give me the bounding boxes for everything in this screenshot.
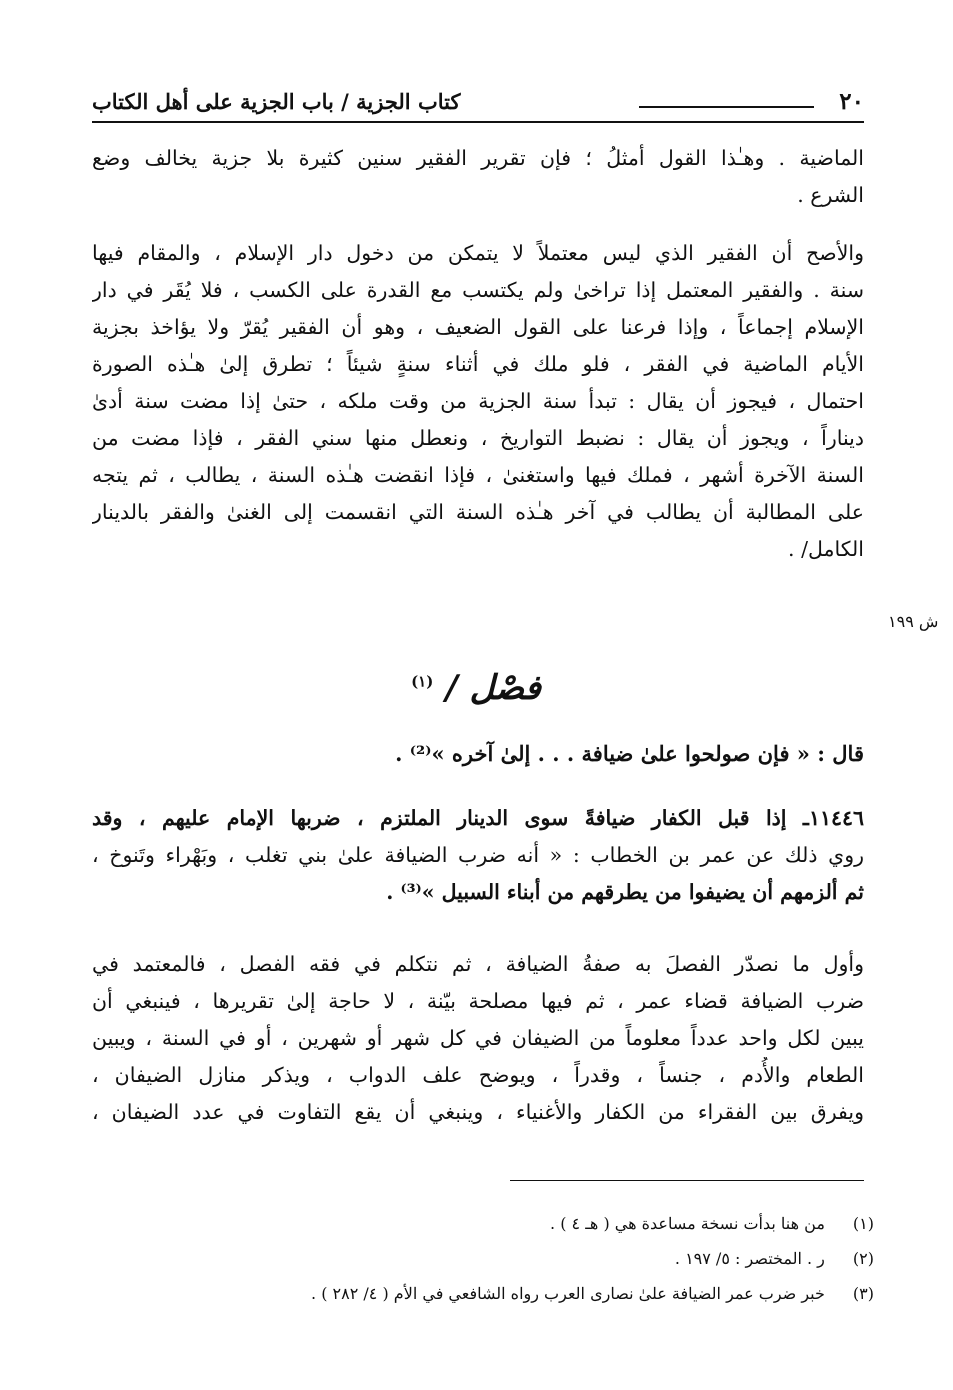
text-line: الكامل/ . — [788, 537, 864, 561]
footnote-ref: (١) — [411, 672, 434, 691]
footnote-text: من هنا بدأت نسخة مساعدة هي ( هـ ٤ ) . — [550, 1214, 825, 1233]
quoted-matn: قال : « فإن صولحوا علىٰ ضيافة . . . إلىٰ آخره »⁽²⁾ . — [395, 741, 864, 766]
text-line: والأصح أن الفقير الذي ليس معتملاً لا يتمكن من دخول دار الإسلام ، والمقام فيها — [92, 241, 864, 265]
running-header — [92, 84, 864, 120]
section-heading — [360, 668, 592, 708]
text-line: السنة الآخرة أشهر ، فملك فيها واستغنىٰ ، فإذا انقضت هـٰذه السنة ، يطالب ، ثم يتجه — [92, 463, 864, 487]
text-line: الماضية . وهـٰذا القول أمثلُ ؛ فإن تقرير الفقير سنين كثيرة بلا جزية يخالف وضع — [92, 146, 864, 170]
text-line: وأول ما نصدّر الفصلَ به صفةُ الضيافة ، ثم نتكلم في فقه الفصل ، فالمعتمد في — [92, 952, 864, 976]
text-line: احتمال ، فيجوز أن يقال : تبدأ سنة الجزية من وقت ملكه ، حتىٰ إذا مضت سنة أدىٰ — [92, 389, 864, 413]
text-line: الأيام الماضية في الفقر ، فلو ملك في أثناء سنةٍ شيئاً ؛ تطرق إلىٰ هـٰذه الصورة — [92, 352, 864, 376]
text-line: الشرع . — [797, 183, 864, 207]
paragraph-3 — [92, 800, 864, 911]
text-line: ضرب الضيافة قضاء عمر ، ثم فيها مصلحة بيّنة ، لا حاجة إلىٰ تقريرها ، فينبغي أن — [92, 989, 864, 1013]
text-line: ويفرق بين الفقراء من الكفار والأغنياء ، وينبغي أن يقع التفاوت في عدد الضيفان ، — [92, 1100, 864, 1124]
manuscript-folio-note: ش ١٩٩ — [888, 612, 939, 631]
paragraph-2 — [92, 235, 864, 568]
paragraph-4 — [92, 946, 864, 1131]
text-line: الإسلام إجماعاً ، وإذا فرعنا على القول الضعيف ، وهو أن الفقير يُقرّ ولا يؤاخذ بجزية — [92, 315, 864, 339]
text-line: الطعام والأُدم ، جنساً ، وقدراً ، ويوضح علف الدواب ، ويذكر منازل الضيفان ، — [92, 1063, 864, 1087]
paragraph-1 — [92, 140, 864, 214]
text-line: ثم ألزمهم أن يضيفوا من يطرقهم من أبناء السبيل »⁽³⁾ . — [386, 880, 864, 904]
footnote-text: ر . المختصر : ٥/ ١٩٧ . — [674, 1249, 825, 1268]
footnote-text: خبر ضرب عمر الضيافة علىٰ نصارى العرب رواه الشافعي في الأم ( ٤/ ٢٨٢ ) . — [311, 1284, 825, 1303]
footnote — [92, 1276, 874, 1311]
header-dash-rule — [639, 106, 814, 108]
text-line: على المطالبة أن يطالب في آخر هـٰذه السنة التي انقسمت إلى الغنىٰ والفقر بالدينار — [92, 500, 864, 524]
text-line: ١١٤٤٦ـ إذا قبل الكفار ضيافةً سوى الدينار الملتزم ، ضربها الإمام عليهم ، وقد — [92, 806, 864, 830]
footnote-number: (٢) — [852, 1249, 874, 1268]
header-underline — [92, 121, 864, 123]
footnote-separator — [510, 1180, 864, 1181]
footnote — [92, 1206, 874, 1241]
footnote-number: (٣) — [852, 1284, 874, 1303]
text-line: يبين لكل واحد عدداً معلوماً من الضيفان في كل شهر أو شهرين ، أو في السنة ، ويبين — [92, 1026, 864, 1050]
text-line: روي ذلك عن عمر بن الخطاب : « أنه ضرب الضيافة علىٰ بني تغلب ، وبَهْراء وتَنوخ ، — [92, 843, 864, 867]
section-heading-text: فصْل / — [445, 668, 541, 708]
footnote — [92, 1241, 874, 1276]
footnotes — [92, 1206, 874, 1311]
page-number: ٢٠ — [839, 88, 864, 115]
header-title: كتاب الجزية / باب الجزية على أهل الكتاب — [92, 89, 461, 114]
text-line: ديناراً ، ويجوز أن يقال : نضبط التواريخ ، ونعطل منها سني الفقر ، فإذا مضت من — [92, 426, 864, 450]
text-line: سنة . والفقير المعتمل إذا تراخىٰ ولم يكتسب مع القدرة على الكسب ، فلا يُقَر في دار — [92, 278, 864, 302]
footnote-number: (١) — [852, 1214, 874, 1233]
